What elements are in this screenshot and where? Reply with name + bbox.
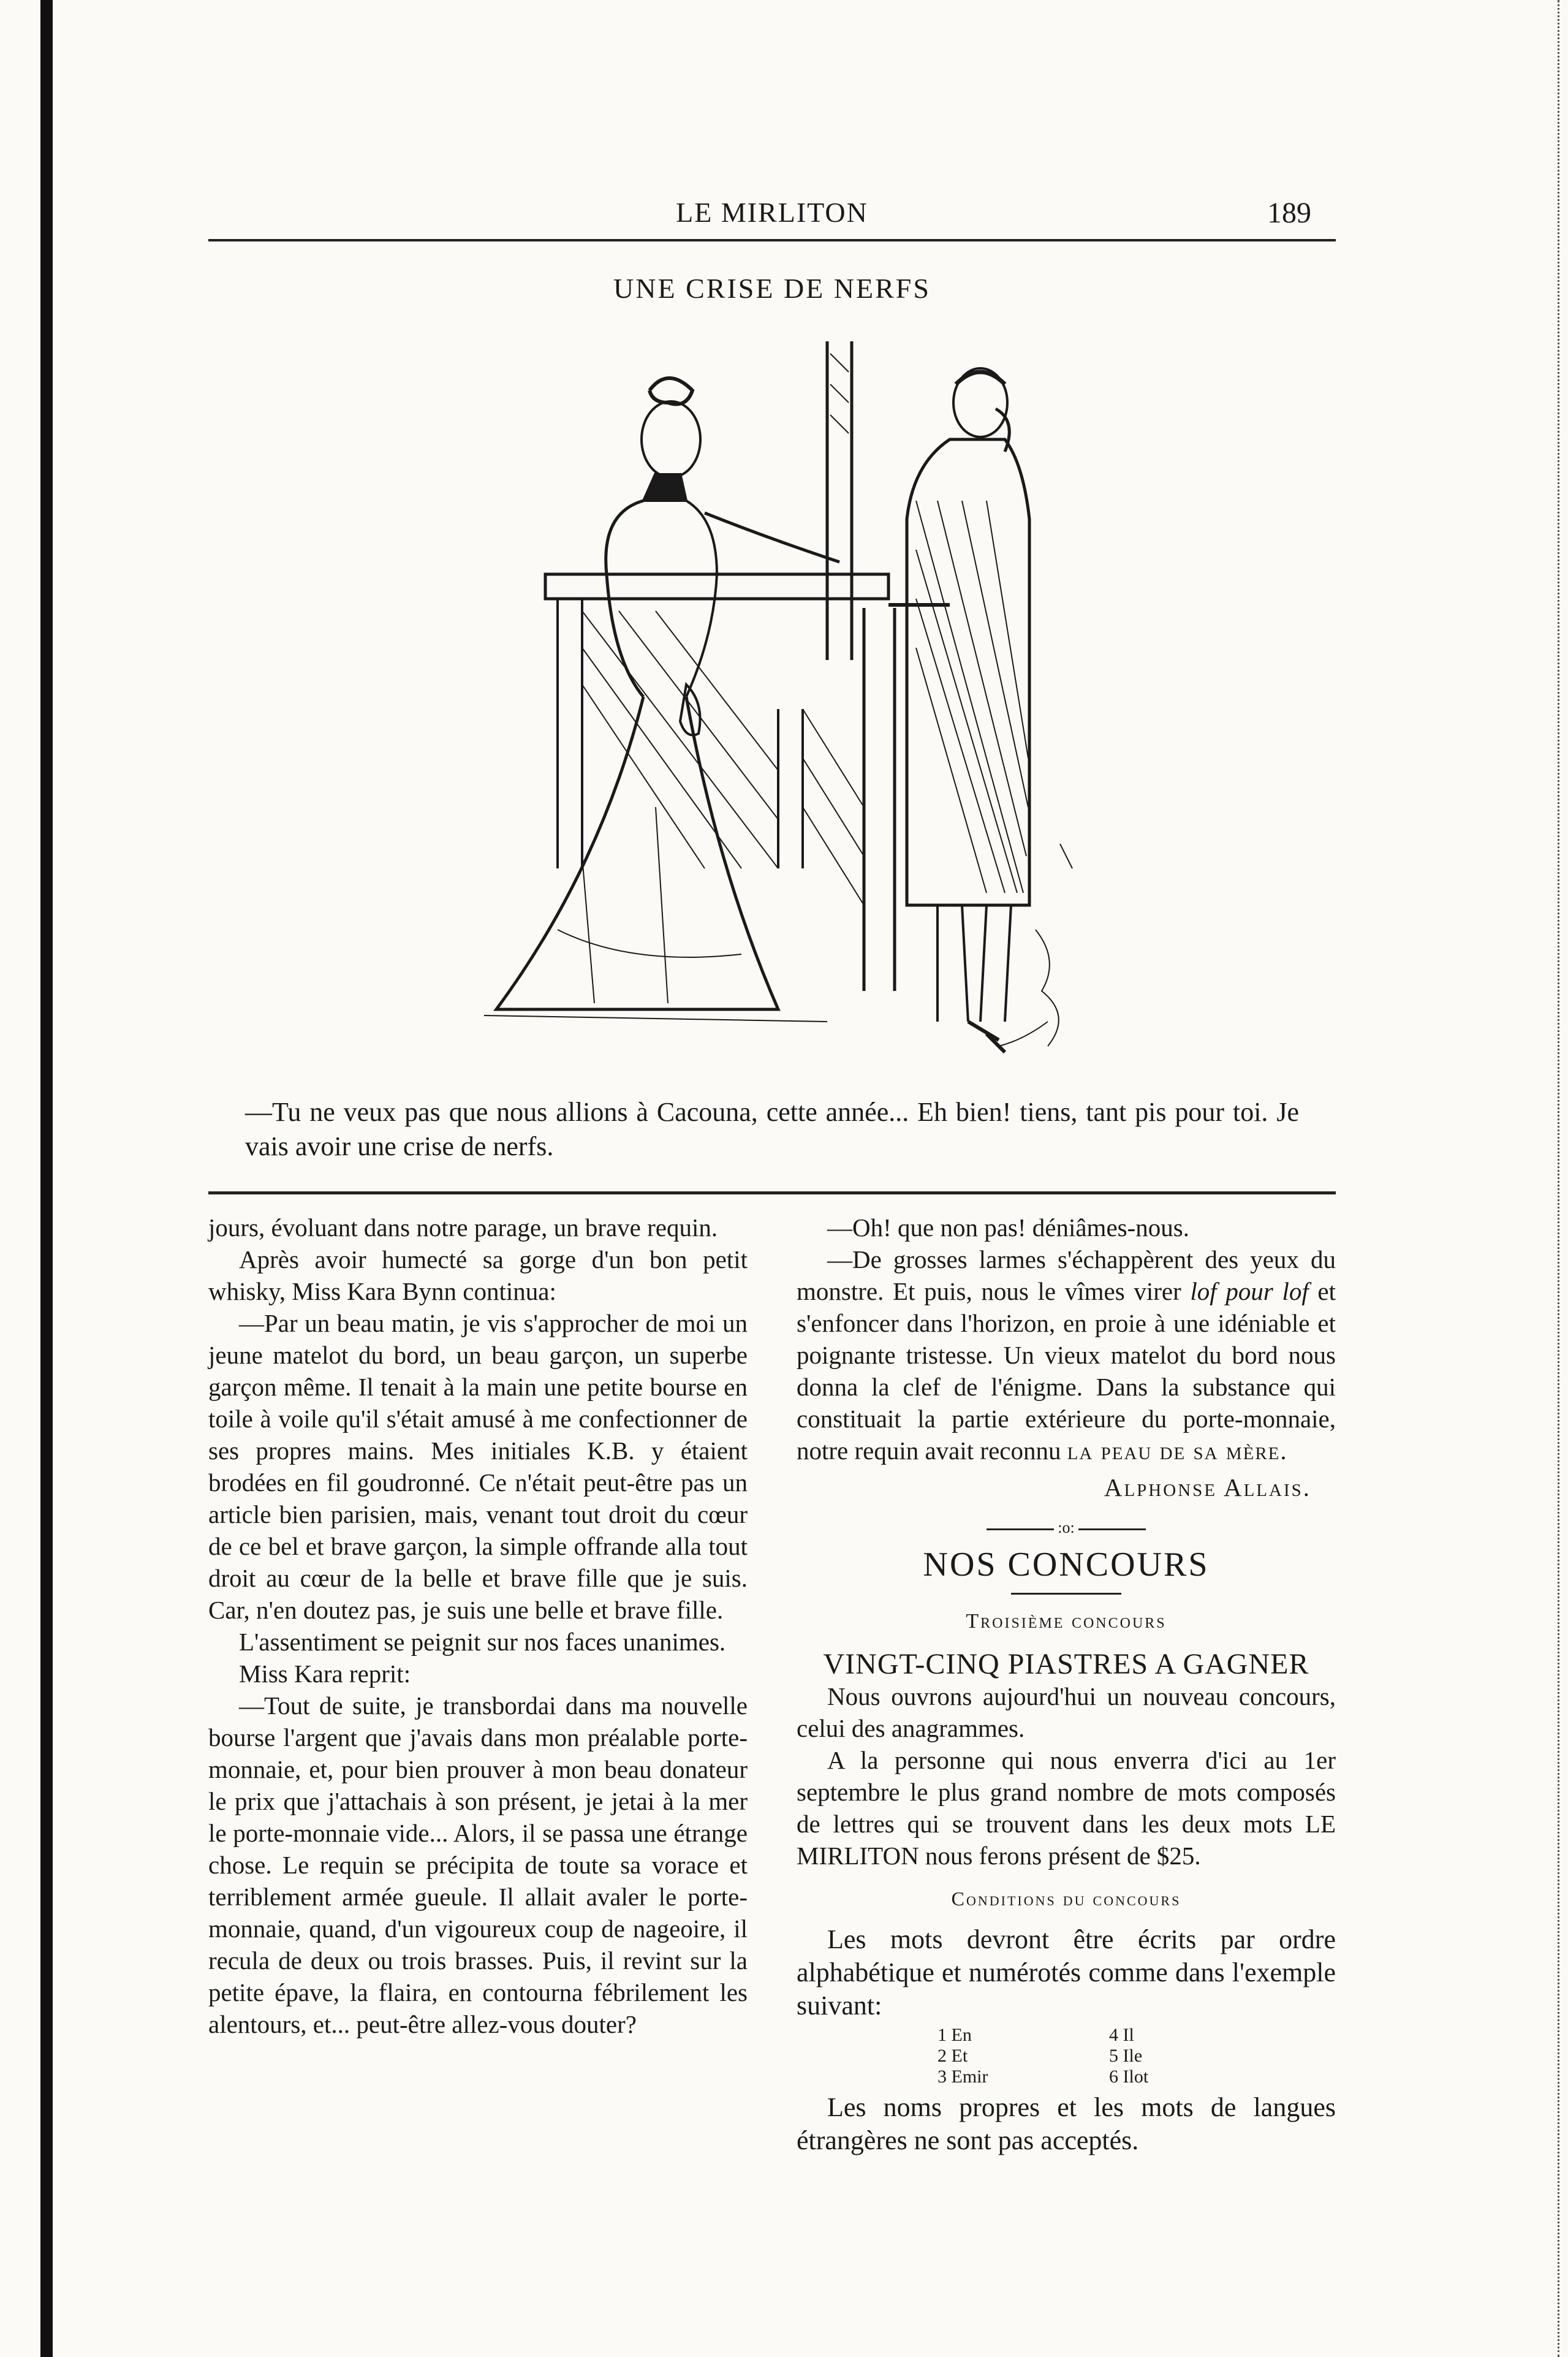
section-rule bbox=[208, 1191, 1336, 1194]
page-header bbox=[208, 184, 1336, 241]
italic-phrase: lof pour lof bbox=[1190, 1277, 1309, 1305]
scan-right-edge bbox=[1558, 0, 1568, 2357]
anagram-example-list bbox=[797, 2025, 1336, 2087]
paragraph: Nous ouvrons aujourd'hui un nouveau concours, celui des anagrammes. bbox=[797, 1682, 1336, 1742]
left-column bbox=[208, 1212, 748, 2157]
divider-glyph: :o: bbox=[1058, 1519, 1075, 1536]
illustration-woman-and-man-at-railing bbox=[398, 317, 1146, 1077]
illustration-caption: —Tu ne veux pas que nous allions à Cacouna, cette année... Eh bien! tiens, tant pis pour toi. Je vais avoir une crise de nerfs. bbox=[245, 1097, 1299, 1161]
example-entry: 3 Emir bbox=[937, 2067, 988, 2087]
divider-line bbox=[987, 1528, 1054, 1530]
example-entry: 2 Et bbox=[937, 2046, 968, 2066]
example-entry: 1 En bbox=[937, 2025, 972, 2045]
author-signature: Alphonse Allais. bbox=[1104, 1473, 1311, 1501]
paragraph: —Par un beau matin, je vis s'approcher de moi un jeune matelot du bord, un beau garçon, un superbe garçon même. Il tenait à la main une petite bourse en toile à voile qu'il s'était amusé à me confectionner de ses propres mains. Mes initiales K.B. y étaient brodées en fil goudronné. Ce n'était peut-être pas un article bien parisien, mais, venant tout droit du cœur de ce bel et brave garçon, la simple offrande alla tout droit au cœur de la belle et brave fille que je suis. Car, n'en doutez pas, je suis une belle et brave fille. bbox=[208, 1309, 748, 1624]
example-entry: 6 Ilot bbox=[1109, 2067, 1149, 2087]
paragraph: Les noms propres et les mots de langues étrangères ne sont pas acceptés. bbox=[797, 2092, 1336, 2155]
example-entry: 4 Il bbox=[1109, 2025, 1134, 2045]
example-entry: 5 Ile bbox=[1109, 2046, 1143, 2066]
conditions-heading: Conditions du concours bbox=[951, 1888, 1181, 1910]
running-title: LE MIRLITON bbox=[676, 197, 868, 228]
text-run: et s'enfoncer dans l'horizon, en proie à une idéniable et poignante tristesse. Un vieux matelot du bord nous donna la clef de l'énigme. Dans la substance qui constituait la partie extérieure du porte-monnaie, notre requin avait reconnu bbox=[797, 1277, 1336, 1465]
paragraph: jours, évoluant dans notre parage, un brave requin. bbox=[208, 1213, 718, 1242]
magazine-page bbox=[208, 184, 1336, 2157]
small-caps-phrase: la peau de sa mère. bbox=[1067, 1437, 1288, 1465]
story-title: UNE CRISE DE NERFS bbox=[613, 273, 931, 304]
scan-binding-edge bbox=[40, 0, 53, 2357]
paragraph-ending-story bbox=[797, 1243, 1336, 1467]
paragraph: —Oh! que non pas! déniâmes-nous. bbox=[827, 1213, 1189, 1242]
ornamental-divider bbox=[797, 1512, 1336, 1544]
contest-title: VINGT-CINQ PIASTRES A GAGNER bbox=[823, 1648, 1309, 1680]
paragraph: Les mots devront être écrits par ordre alphabétique et numérotés comme dans l'exemple suivant: bbox=[797, 1924, 1336, 2021]
paragraph: —Tout de suite, je transbordai dans ma nouvelle bourse l'argent que j'avais dans mon préalable porte-monnaie, et, pour bien prouver à mon beau donateur le prix que j'attachais à son présent, je jetai à la mer le porte-monnaie vide... Alors, il se passa une étrange chose. Le requin se précipita de toute sa vorace et terriblement armée gueule. Il allait avaler le porte-monnaie, quand, d'un vigoureux coup de nageoire, il recula de deux ou trois brasses. Puis, il revint sur la petite épave, la flaira, en contourna fébrilement les alentours, et... peut-être allez-vous douter? bbox=[208, 1691, 748, 2038]
text-run: —De grosses larmes s'échappèrent des yeux du monstre. Et puis, nous le vîmes virer bbox=[797, 1245, 1336, 1305]
contest-number: Troisième concours bbox=[966, 1610, 1167, 1633]
page-number: 189 bbox=[1267, 197, 1311, 229]
paragraph: Miss Kara reprit: bbox=[239, 1660, 411, 1688]
right-column bbox=[797, 1212, 1336, 2157]
paragraph: A la personne qui nous enverra d'ici au 1er septembre le plus grand nombre de mots composés de lettres qui se trouvent dans les deux mots LE MIRLITON nous ferons présent de $25. bbox=[797, 1746, 1336, 1870]
section-heading: NOS CONCOURS bbox=[923, 1546, 1210, 1584]
paragraph: L'assentiment se peignit sur nos faces unanimes. bbox=[239, 1628, 726, 1656]
short-rule bbox=[1011, 1593, 1121, 1595]
paragraph: Après avoir humecté sa gorge d'un bon petit whisky, Miss Kara Bynn continua: bbox=[208, 1245, 748, 1305]
two-column-text bbox=[208, 1212, 1336, 2157]
divider-line bbox=[1078, 1528, 1146, 1530]
